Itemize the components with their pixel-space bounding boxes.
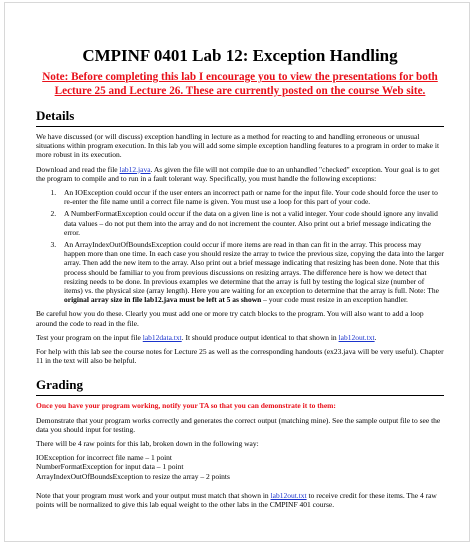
lab12data-link[interactable]: lab12data.txt (142, 332, 182, 342)
lab12out-link-2[interactable]: lab12out.txt (270, 490, 307, 500)
test-text-mid: . It should produce output identical to that shown in (181, 332, 339, 342)
ta-note: Once you have your program working, notify your TA so that you can demonstrate it to them: (36, 401, 336, 411)
download-text-pre: Download and read the file (36, 164, 120, 174)
document-title: CMPINF 0401 Lab 12: Exception Handling (82, 46, 398, 65)
point-item-3: ArrayIndexOutOfBoundsException to resize the array – 2 points (36, 471, 230, 481)
test-text-post: . (374, 332, 377, 342)
help-paragraph: For help with this lab see the course notes for Lecture 25 as well as the corresponding handouts (ex23.java will be very useful). Chapter 11 in the text will also be helpful. (36, 347, 444, 366)
arrayindex-tail: – your code must resize in an exception handler. (261, 295, 408, 305)
grading-heading: Grading (36, 377, 444, 396)
list-item-ioexception: 1. An IOException could occur if the user enters an incorrect path or name for the input file. Your code should force the user to re-enter the file name until a correct file name is given. You must use a loop for this part of your code. (58, 188, 444, 206)
document-content (36, 46, 444, 509)
points-list (36, 453, 444, 481)
lecture-note: Note: Before completing this lab I encourage you to view the presentations for both Lecture 25 and Lecture 26. These are currently posted on the course Web site. (42, 71, 438, 97)
points-intro: There will be 4 raw points for this lab, broken down in the following way: (36, 439, 259, 449)
test-paragraph (36, 333, 444, 342)
download-paragraph (36, 165, 444, 183)
details-intro: We have discussed (or will discuss) exception handling in lecture as a method for reacting to and handling erroneous or unusual situations within program execution. In this lab you will add some simple exception handling features to a program in order to make it more robust in its execution. (36, 132, 440, 160)
final-text-pre: Note that your program must work and your output must match that shown in (36, 490, 271, 500)
list-item-arrayindex (58, 240, 444, 304)
list-item-numberformat: 2. A NumberFormatException could occur if the data on a given line is not a valid integer. Your code should ignore any invalid data values – do not put them into the array and do not increment the counter. Also print out a brief message indicating the error. (58, 209, 444, 237)
final-text-post: to receive credit for these items. The 4 raw points will be normalized to give this lab equal weight to the other labs in the CMPINF 401 course. (36, 490, 437, 510)
demonstrate-paragraph: Demonstrate that your program works correctly and generates the correct output (matching mine). See the sample output file to see the data you should input for testing. (36, 415, 441, 434)
arrayindex-text: An ArrayIndexOutOfBoundsException could occur if more items are read in than can fit in the array. This process may happen more than one time. In each case you should resize the array to twice the previous size, copying the data into the larger array. Then add the new item to the array. Also print out a brief message indicating that resizing has been done. Note that this process should be familiar to you from previous discussions on resizing arrays. The difference here is how we detect that resizing needs to be done. In previous examples we determine that the array is full by testing the logical size (number of items) vs. the physical size (array length). Here you are waiting for an exception to determine that the array is full. Note: The (64, 240, 444, 296)
arrayindex-bold: original array size in file lab12.java must be left at 5 as shown (64, 295, 262, 305)
point-item-2: NumberFormatException for input data – 1 point (36, 462, 184, 472)
point-item-1: IOException for incorrect file name – 1 point (36, 453, 172, 463)
lab12-java-link[interactable]: lab12.java (119, 164, 151, 174)
lab12out-link[interactable]: lab12out.txt (338, 332, 375, 342)
careful-paragraph: Be careful how you do these. Clearly you must add one or more try catch blocks to the program. You will also want to add a loop around the code to read in the file. (36, 309, 424, 328)
final-paragraph (36, 491, 444, 509)
download-text-post: . As given the file will not compile due to an unhandled "checked" exception. Your goal is to get the program to compile and to run in a fault tolerant way. Specifically, you must handle the following exceptions: (36, 164, 440, 183)
details-heading: Details (36, 108, 444, 127)
exception-list (36, 188, 444, 304)
test-text-pre: Test your program on the input file (36, 332, 143, 342)
